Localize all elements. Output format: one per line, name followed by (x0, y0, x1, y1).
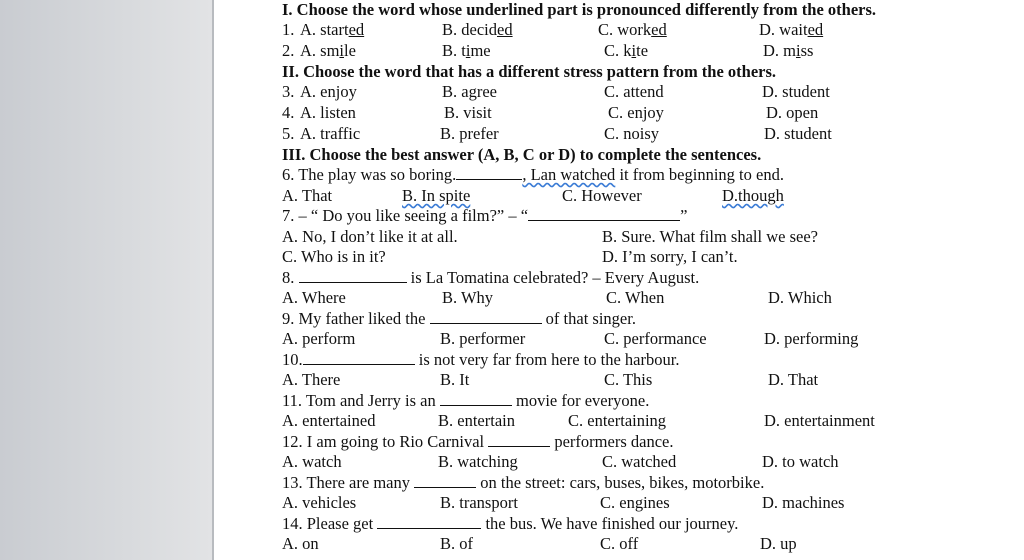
q9-option-a: A. perform (282, 329, 356, 348)
q5-option-c: C. noisy (604, 124, 660, 143)
question-7-stem (282, 206, 687, 226)
q11-option-d: D. entertainment (764, 411, 875, 430)
q8-option-d: D. Which (768, 288, 832, 307)
q7-option-d: D. I’m sorry, I can’t. (602, 247, 738, 266)
q1-number: 1. (282, 20, 295, 39)
question-9-stem (282, 309, 636, 329)
q9-stem-start: 9. My father liked the (282, 309, 430, 328)
q6-stem-mid: , Lan watched (522, 165, 616, 184)
question-12-stem (282, 432, 673, 452)
q2-option-a: A. smile (300, 41, 356, 60)
q4-option-b: B. visit (444, 103, 492, 122)
q10-blank (303, 350, 415, 365)
q13-stem-start: 13. There are many (282, 473, 415, 492)
q4-option-c: C. enjoy (608, 103, 664, 122)
q9-option-d: D. performing (764, 329, 859, 348)
q11-stem-start: 11. Tom and Jerry is an (282, 391, 440, 410)
q5-option-d: D. student (764, 124, 832, 143)
q1-option-c: C. worked (598, 20, 667, 39)
q3-option-a: A. enjoy (300, 82, 357, 101)
section-heading-2: II. Choose the word that has a different stress pattern from the others. (282, 62, 777, 81)
q12-option-a: A. watch (282, 452, 342, 471)
document-page[interactable] (214, 0, 1024, 560)
q1-option-a: A. started (300, 20, 365, 39)
q6-option-a: A. That (282, 186, 333, 205)
q13-option-c: C. engines (600, 493, 670, 512)
q14-option-a: A. on (282, 534, 319, 553)
q7-option-b: B. Sure. What film shall we see? (602, 227, 818, 246)
q10-stem-end: is not very far from here to the harbour. (414, 350, 680, 369)
q14-option-c: C. off (600, 534, 639, 553)
q14-blank (377, 514, 481, 529)
q8-option-b: B. Why (442, 288, 494, 307)
q8-stem-end: is La Tomatina celebrated? – Every August. (406, 268, 700, 287)
q14-option-d: D. up (760, 534, 797, 553)
q7-stem-end: ” (680, 206, 688, 225)
q4-number: 4. (282, 103, 295, 122)
q13-option-a: A. vehicles (282, 493, 357, 512)
question-13-stem (282, 473, 764, 493)
q11-option-b: B. entertain (438, 411, 515, 430)
q7-option-a: A. No, I don’t like it at all. (282, 227, 458, 246)
q6-option-d: D.though (722, 186, 784, 205)
q11-option-a: A. entertained (282, 411, 376, 430)
q14-option-b: B. of (440, 534, 473, 553)
q12-stem-start: 12. I am going to Rio Carnival (282, 432, 489, 451)
q2-number: 2. (282, 41, 295, 60)
q3-option-d: D. student (762, 82, 830, 101)
q2-option-d: D. miss (763, 41, 814, 60)
q13-stem-end: on the street: cars, buses, bikes, motorbike. (476, 473, 765, 492)
q7-option-c: C. Who is in it? (282, 247, 386, 266)
q11-option-c: C. entertaining (568, 411, 667, 430)
q8-blank (299, 268, 407, 283)
q11-blank (440, 391, 512, 406)
q5-option-b: B. prefer (440, 124, 499, 143)
q10-stem-start: 10. (282, 350, 303, 369)
q5-option-a: A. traffic (300, 124, 361, 143)
question-10-stem (282, 350, 679, 370)
q6-option-b: B. In spite (402, 186, 471, 205)
q14-stem-end: the bus. We have finished our journey. (481, 514, 739, 533)
q12-option-d: D. to watch (762, 452, 839, 471)
q7-blank (528, 206, 680, 221)
q8-stem-start: 8. (282, 268, 299, 287)
q6-stem-start: 6. The play was so boring. (282, 165, 457, 184)
q6-stem-end: it from beginning to end. (615, 165, 784, 184)
q4-option-a: A. listen (300, 103, 356, 122)
q5-number: 5. (282, 124, 295, 143)
q9-blank (430, 309, 542, 324)
q8-option-c: C. When (606, 288, 665, 307)
q13-option-d: D. machines (762, 493, 845, 512)
q10-option-d: D. That (768, 370, 819, 389)
question-14-stem (282, 514, 738, 534)
q4-option-d: D. open (766, 103, 819, 122)
section-heading-3: III. Choose the best answer (A, B, C or D) to complete the sentences. (282, 145, 762, 164)
q9-stem-end: of that singer. (541, 309, 636, 328)
q9-option-b: B. performer (440, 329, 526, 348)
q8-option-a: A. Where (282, 288, 346, 307)
q7-stem-start: 7. – “ Do you like seeing a film?” – “ (282, 206, 529, 225)
left-gutter (0, 0, 212, 560)
q1-option-b: B. decided (442, 20, 513, 39)
q11-stem-end: movie for everyone. (511, 391, 650, 410)
q12-blank (488, 432, 550, 447)
q12-option-b: B. watching (438, 452, 518, 471)
q12-option-c: C. watched (602, 452, 677, 471)
question-6-stem (282, 165, 784, 185)
q9-option-c: C. performance (604, 329, 707, 348)
question-8-stem (282, 268, 699, 288)
q10-option-a: A. There (282, 370, 341, 389)
q2-option-c: C. kite (604, 41, 649, 60)
q6-blank (456, 165, 522, 180)
q6-option-c: C. However (562, 186, 642, 205)
section-heading-1: I. Choose the word whose underlined part is pronounced differently from the others. (282, 0, 877, 19)
q14-stem-start: 14. Please get (282, 514, 378, 533)
q13-blank (414, 473, 476, 488)
q3-number: 3. (282, 82, 295, 101)
q13-option-b: B. transport (440, 493, 518, 512)
q10-option-c: C. This (604, 370, 653, 389)
q3-option-c: C. attend (604, 82, 664, 101)
q3-option-b: B. agree (442, 82, 497, 101)
q12-stem-end: performers dance. (550, 432, 674, 451)
q10-option-b: B. It (440, 370, 470, 389)
question-11-stem (282, 391, 649, 411)
q1-option-d: D. waited (759, 20, 824, 39)
q2-option-b: B. time (442, 41, 491, 60)
